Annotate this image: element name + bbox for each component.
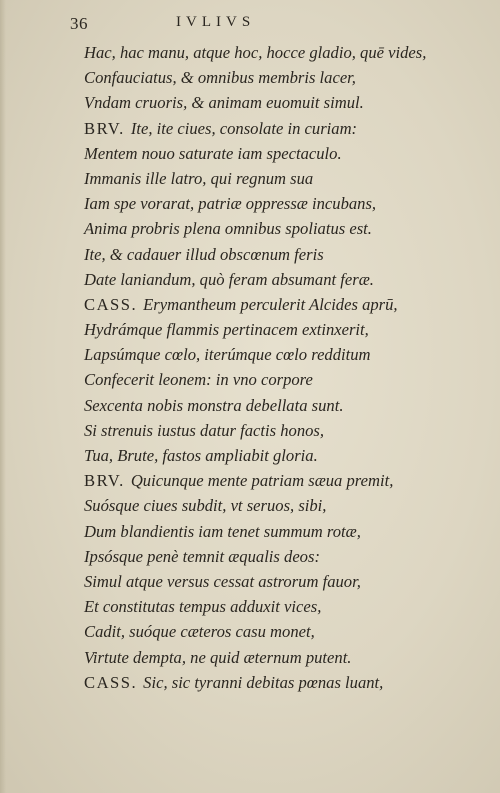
verse-line xyxy=(84,317,484,342)
verse-text: Tua, Brute, fastos ampliabit gloria. xyxy=(84,446,318,465)
verse-line xyxy=(84,242,484,267)
verse-line xyxy=(84,594,484,619)
verse-line xyxy=(84,468,484,493)
verse-line xyxy=(84,519,484,544)
verse-text: Ite, ite ciues, consolate in curiam: xyxy=(130,118,358,138)
verse-text: Confauciatus, & omnibus membris lacer, xyxy=(84,68,356,88)
verse-line xyxy=(84,443,484,468)
verse-text: Cadit, suóque cæteros casu monet, xyxy=(84,622,315,642)
verse-text: Sic, sic tyranni debitas pœnas luant, xyxy=(143,672,384,692)
verse-line xyxy=(84,166,484,191)
verse-line xyxy=(84,90,484,115)
verse-text: Si strenuis iustus datur factis honos, xyxy=(84,420,325,440)
speaker-label: CASS. xyxy=(84,294,138,314)
verse-line xyxy=(84,342,484,367)
verse-text: Quicunque mente patriam sæua premit, xyxy=(130,471,394,491)
verse-text: Hydrámque flammis pertinacem extinxerit, xyxy=(84,320,369,340)
verse-text: Hac, hac manu, atque hoc, hocce gladio, quē vides, xyxy=(84,43,427,62)
verse-line xyxy=(84,65,484,90)
verse-line xyxy=(84,116,484,141)
verse-text: Mentem nouo saturate iam spectaculo. xyxy=(84,143,342,163)
verse-text: Erymantheum perculerit Alcides aprū, xyxy=(143,294,398,314)
speaker-label: CASS. xyxy=(84,672,138,692)
verse-text: Iam spe vorarat, patriæ oppressæ incubans, xyxy=(84,194,377,214)
verse-text: Ite, & cadauer illud obscœnum feris xyxy=(84,244,324,264)
verse-text: Vndam cruoris, & animam euomuit simul. xyxy=(84,93,364,113)
verse-text: Immanis ille latro, qui regnum sua xyxy=(84,168,314,188)
verse-line xyxy=(84,619,484,644)
page-number: 36 xyxy=(70,14,88,33)
verse-text: Date laniandum, quò feram absumant feræ. xyxy=(84,269,374,289)
verse-line xyxy=(84,141,484,166)
verse-line xyxy=(84,191,484,216)
verse-text: Et constitutas tempus adduxit vices, xyxy=(84,597,322,617)
verse-line xyxy=(84,569,484,594)
verse-line xyxy=(84,267,484,292)
verse-text: Lapsúmque cœlo, iterúmque cœlo redditum xyxy=(84,345,371,365)
verse-line xyxy=(84,493,484,518)
verse-line xyxy=(84,544,484,569)
verse-text: Confecerit leonem: in vno corpore xyxy=(84,370,313,390)
verse-text: Ipsósque penè temnit æqualis deos: xyxy=(84,546,320,566)
verse-line xyxy=(84,670,484,695)
verse-text: Dum blandientis iam tenet summum rotæ, xyxy=(84,521,361,541)
verse-line xyxy=(84,292,484,317)
verse-line xyxy=(84,367,484,392)
verse-line xyxy=(84,40,484,65)
verse-text: Virtute dempta, ne quid æternum putent. xyxy=(84,647,352,667)
verse-text: Simul atque versus cessat astrorum fauor, xyxy=(84,571,361,591)
verse-line xyxy=(84,645,484,670)
verse-line xyxy=(84,216,484,241)
gutter-shadow xyxy=(0,0,6,793)
speaker-label: BRV. xyxy=(84,118,125,138)
verse-text: Suósque ciues subdit, vt seruos, sibi, xyxy=(84,496,327,516)
speaker-label: BRV. xyxy=(84,471,125,491)
verse-block xyxy=(84,40,484,695)
verse-line xyxy=(84,418,484,443)
verse-text: Sexcenta nobis monstra debellata sunt. xyxy=(84,395,344,415)
running-head: IVLIVS xyxy=(176,14,256,30)
verse-text: Anima probris plena omnibus spoliatus est. xyxy=(84,219,372,239)
verse-line xyxy=(84,393,484,418)
